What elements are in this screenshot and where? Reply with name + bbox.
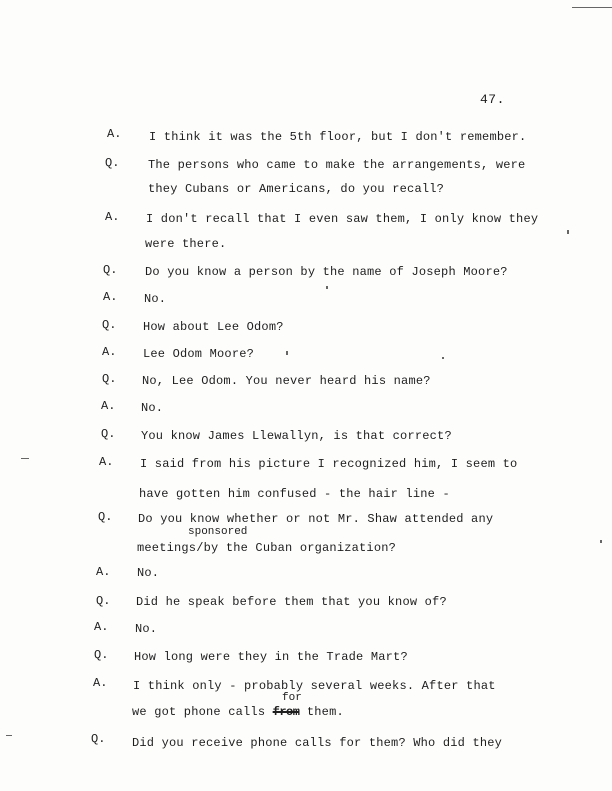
testimony-line: No. bbox=[144, 292, 167, 306]
speaker-label: Q. bbox=[96, 594, 111, 608]
testimony-line: I don't recall that I even saw them, I only know they bbox=[146, 212, 539, 226]
speaker-label: A. bbox=[101, 399, 116, 413]
speaker-label: A. bbox=[94, 620, 109, 634]
speaker-label: Q. bbox=[98, 510, 113, 524]
testimony-line: I think only - probably several weeks. After that bbox=[133, 679, 496, 693]
speaker-label: A. bbox=[93, 676, 108, 690]
scan-mark bbox=[600, 540, 602, 543]
testimony-line: You know James Llewallyn, is that correct? bbox=[141, 429, 452, 443]
testimony-line: The persons who came to make the arrangements, were bbox=[148, 158, 526, 172]
testimony-line: Do you know whether or not Mr. Shaw attended any bbox=[138, 512, 494, 526]
testimony-line: No, Lee Odom. You never heard his name? bbox=[142, 374, 431, 388]
testimony-line: were there. bbox=[145, 237, 227, 251]
scan-mark bbox=[326, 286, 328, 289]
testimony-line: Did you receive phone calls for them? Who did they bbox=[132, 736, 503, 750]
speaker-label: A. bbox=[105, 210, 120, 224]
testimony-text: we got phone calls bbox=[132, 705, 266, 719]
speaker-label: Q. bbox=[101, 427, 116, 441]
speaker-label: Q. bbox=[103, 263, 118, 277]
struck-word: from bbox=[272, 705, 300, 719]
testimony-line: How about Lee Odom? bbox=[143, 320, 284, 334]
interlineation-sponsored: sponsored bbox=[188, 526, 248, 538]
testimony-line: Did he speak before them that you know of? bbox=[136, 595, 447, 609]
interlineation-for: for bbox=[282, 692, 302, 704]
testimony-line: they Cubans or Americans, do you recall? bbox=[148, 182, 445, 196]
speaker-label: A. bbox=[99, 455, 114, 469]
scan-mark bbox=[442, 357, 444, 359]
speaker-label: A. bbox=[103, 290, 118, 304]
testimony-line: have gotten him confused - the hair line - bbox=[139, 487, 450, 501]
speaker-label: Q. bbox=[102, 372, 117, 386]
testimony-line: Do you know a person by the name of Joseph Moore? bbox=[145, 265, 508, 279]
scan-mark bbox=[572, 7, 612, 8]
speaker-label: Q. bbox=[105, 156, 120, 170]
testimony-line: I think it was the 5th floor, but I don't remember. bbox=[149, 130, 527, 144]
speaker-label: Q. bbox=[91, 732, 106, 746]
speaker-label: A. bbox=[96, 565, 111, 579]
page-number: 47. bbox=[480, 92, 505, 107]
speaker-label: A. bbox=[107, 127, 122, 141]
scan-mark bbox=[567, 230, 569, 234]
testimony-line: How long were they in the Trade Mart? bbox=[134, 650, 408, 664]
speaker-label: A. bbox=[102, 345, 117, 359]
scan-mark bbox=[286, 351, 288, 355]
testimony-line: No. bbox=[137, 566, 160, 580]
speaker-label: Q. bbox=[102, 318, 117, 332]
testimony-line: No. bbox=[135, 622, 158, 636]
testimony-line: meetings/by the Cuban organization? bbox=[137, 541, 397, 555]
testimony-line: I said from his picture I recognized him, I seem to bbox=[140, 457, 518, 471]
scan-mark bbox=[21, 458, 29, 459]
scan-mark bbox=[6, 735, 12, 736]
speaker-label: Q. bbox=[94, 648, 109, 662]
testimony-line bbox=[132, 705, 344, 719]
testimony-text: them. bbox=[306, 705, 344, 719]
testimony-line: No. bbox=[141, 401, 164, 415]
testimony-line: Lee Odom Moore? bbox=[143, 347, 255, 361]
